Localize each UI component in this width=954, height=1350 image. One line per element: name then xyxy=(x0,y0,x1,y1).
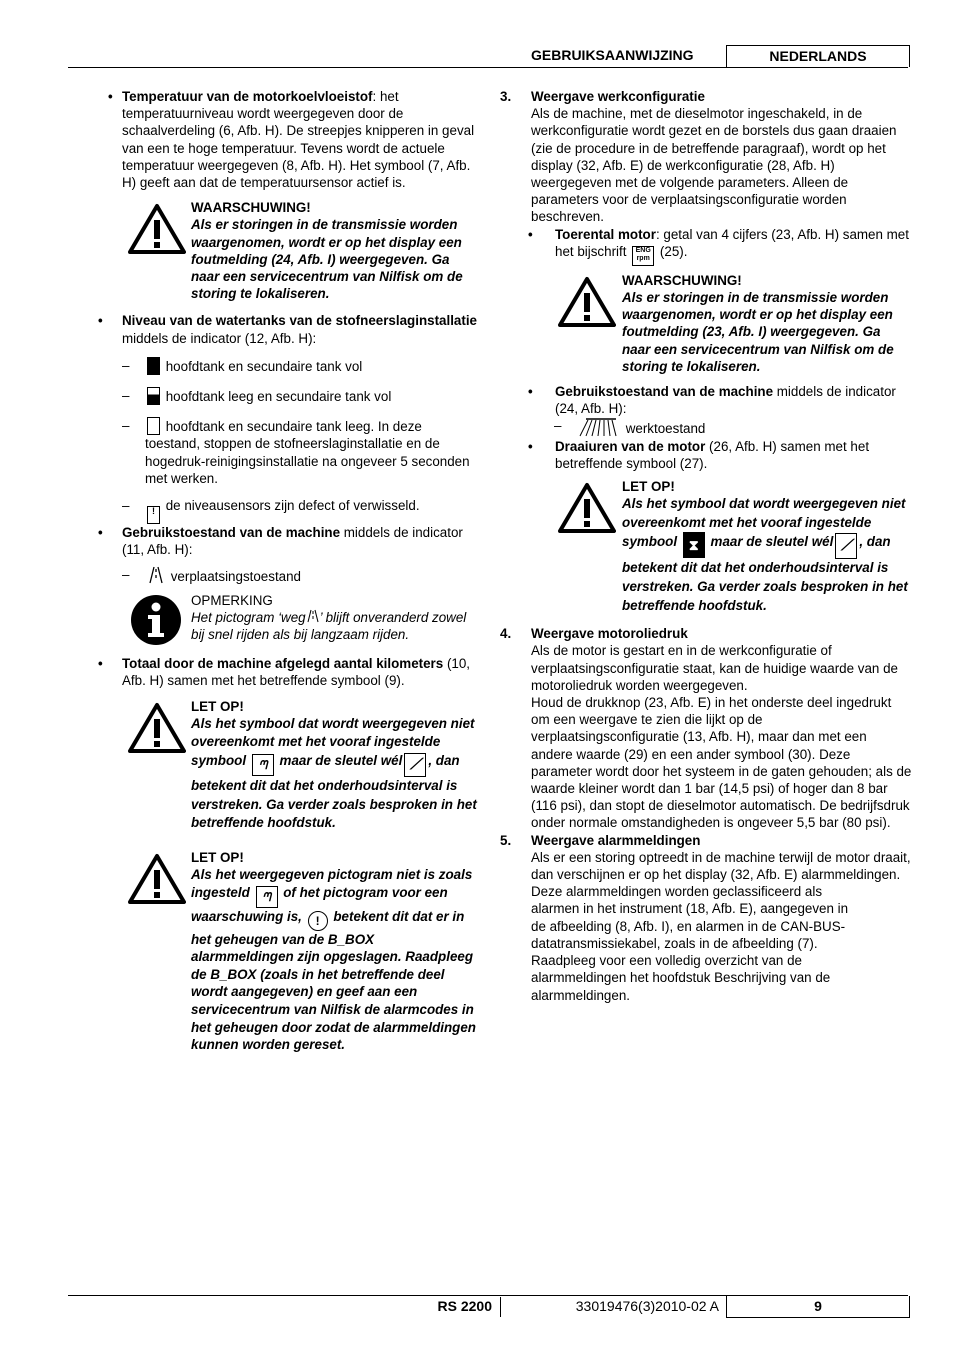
list-item-engine-rpm: • Toerental motor: getal van 4 cijfers (23, Afb. H) samen met het bijschrift ENG rpm (25). xyxy=(528,226,912,266)
water-item-2: – hoofdtank leeg en secundaire tank vol xyxy=(122,388,392,405)
wrench-icon: ⟋ xyxy=(404,753,426,777)
warning-triangle-icon xyxy=(128,702,186,754)
section-3 xyxy=(500,88,912,226)
letop-block-2 xyxy=(98,849,478,1054)
letop-block-1 xyxy=(98,698,478,833)
warning-triangle-icon xyxy=(558,276,616,328)
header-rule xyxy=(68,67,908,68)
footer-model: RS 2200 xyxy=(437,1298,492,1314)
temperature-heading: Temperatuur van de motorkoelvloeistof xyxy=(122,89,373,104)
letop-text: Als het symbool dat wordt weergegeven niet overeenkomt met het vooraf ingestelde symbool ⧗ maar de sleutel wél ⟋ , dan betekent dit dat het onderhoudsinterval is verstreken. Ga verder zoals besproken in het betreffende hoofdstuk. xyxy=(622,496,908,613)
usage-item: – verplaatsingstoestand xyxy=(122,567,302,585)
section-text: Deze alarmmeldingen worden geclassificeerd als alarmen in het instrument (18, Afb. E), aangegeven in de afbeelding (8, Afb. I), en alarmen in de CAN-BUS-datatransmissiekabel, zoals in de afbeelding (7). Raadpleeg voor een volledig overzicht van de alarmmeldingen het hoofdstuk Beschrijving van de alarmmeldingen. xyxy=(531,884,849,1003)
road-icon xyxy=(147,566,165,584)
hours-heading: Draaiuren van de motor xyxy=(555,438,706,454)
water-item-3: – hoofdtank en secundaire tank leeg. In deze toestand, stoppen de stofneerslaginstallatie en de hogedruk-reinigingsinstallatie na ongeveer 5 seconden met werken. xyxy=(122,418,470,486)
hourglass-icon: ⧗ xyxy=(683,532,705,558)
list-item-water-tanks: • Niveau van de watertanks van de stofneerslaginstallatie middels de indicator (12, Afb. H): xyxy=(98,313,477,346)
section-text: Als er een storing optreedt in de machine terwijl de motor draait, dan verschijnen er op het display (32, Afb. E) alarmmeldingen. xyxy=(531,849,911,883)
header-title: GEBRUIKSAANWIJZING xyxy=(531,47,694,63)
preset-symbol-icon: ᘉ xyxy=(256,886,278,908)
section-title: Weergave motoroliedruk xyxy=(531,626,688,642)
letop-title: LET OP! xyxy=(191,698,244,714)
letop-title: LET OP! xyxy=(622,479,675,495)
note-block xyxy=(98,592,478,644)
temperature-text: : het temperatuurniveau wordt weergegeven door de schaalverdeling (6, Afb. H). De streepjes knipperen in geval van een te hoge temperatuur. Tevens wordt de actuele temperatuur weergegeven (8, Afb. H). Het symbool (7, Afb. H) geeft aan dat de temperatuursensor actief is. xyxy=(122,89,475,191)
warning-triangle-icon xyxy=(128,853,186,905)
warning-title: WAARSCHUWING! xyxy=(622,272,742,288)
section-text: Houd de drukknop (23, Afb. E) in het onderste deel ingedrukt om een weergave te zien die lijkt op de verplaatsingsconfiguratie (13, Afb. H), maar dan met een andere waarde (29) en een ander symbool (30). Deze parameter wordt door het systeem in de gaten gehouden; als de waarde kleiner wordt dan 1 bar (14,5 psi) of hoger dan 8 bar (116 psi), dan stopt de dieselmotor automatisch. De bedrijfsdruk onder normale omstandigheden is ongeveer 5,5 bar (80 psi). xyxy=(531,695,912,831)
usage-heading: Gebruikstoestand van de machine xyxy=(122,525,341,541)
note-title: OPMERKING xyxy=(191,592,273,608)
list-item-kilometers: • Totaal door de machine afgelegd aantal kilometers (10, Afb. H) samen met het betreffende symbool (9). xyxy=(98,656,471,689)
alarm-circle-icon: ! xyxy=(308,911,328,931)
letop-text: Als het weergegeven pictogram niet is zoals ingesteld ᘉ of het pictogram voor een waarschuwing is, ! betekent dit dat er in het geheugen van de B_BOX alarmmeldingen zijn opgeslagen. Raadpleeg de B_BOX (zoals in het betreffende deel wordt aangegeven) en geef aan een servicecentrum van Nilfisk de alarmcodes in het geheugen door zodat de alarmmeldingen kunnen worden gereset. xyxy=(191,867,476,1053)
section-number: 5. xyxy=(500,832,512,848)
letop-text: Als het symbool dat wordt weergegeven niet overeenkomt met het vooraf ingestelde symbool ᘉ maar de sleutel wél ⟋ , dan betekent dit dat het onderhoudsinterval is verstreken. Ga verder zoals besproken in het betreffende hoofdstuk. xyxy=(191,715,477,831)
tank-half-icon xyxy=(147,387,160,405)
warning-text: Als er storingen in de transmissie worden waargenomen, wordt er op het display een foutmelding (23, Afb. I) weergegeven. Ga naar een servicecentrum van Nilfisk om de storing te lokaliseren. xyxy=(622,290,894,374)
warning-text: Als er storingen in de transmissie worden waargenomen, wordt er op het display een foutmelding (24, Afb. I) weergegeven. Ga naar een servicecentrum van Nilfisk om de storing te lokaliseren. xyxy=(191,217,463,302)
water-item-1: – hoofdtank en secundaire tank vol xyxy=(122,357,363,374)
wrench-icon: ⟋ xyxy=(835,533,857,559)
section-text: Als de machine, met de dieselmotor ingeschakeld, in de werkconfiguratie wordt gezet en de borstels dus gaan draaien (zie de procedure in de betreffende paragraaf), wordt op het display (32, Afb. E) de werkconfiguratie (28, Afb. H) weergegeven met de volgende parameters. Alleen de parameters voor de verplaatsingsconfiguratie worden beschreven. xyxy=(531,106,897,225)
footer-doc-number: 33019476(3)2010-02 A xyxy=(575,1298,719,1314)
water-item-4: – ! de niveausensors zijn defect of verwisseld. xyxy=(98,497,478,524)
road-icon xyxy=(306,609,320,623)
page-number: 9 xyxy=(726,1296,910,1318)
list-item-engine-hours: • Draaiuren van de motor (26, Afb. H) samen met het betreffende symbool (27). xyxy=(528,438,870,471)
list-item-usage-state: • Gebruikstoestand van de machine middels de indicator (24, Afb. H): xyxy=(528,384,896,417)
usage-heading: Gebruikstoestand van de machine xyxy=(555,384,774,400)
eng-rpm-icon: ENG rpm xyxy=(632,246,654,266)
letop-title: LET OP! xyxy=(191,849,244,865)
header-language: NEDERLANDS xyxy=(726,45,910,67)
tank-full-icon xyxy=(147,357,160,375)
warning-triangle-icon xyxy=(558,482,616,534)
usage-item: – werktoestand xyxy=(554,418,706,437)
usage-text: middels de indicator (11, Afb. H): xyxy=(122,525,463,558)
tank-empty-icon xyxy=(147,417,160,435)
section-title: Weergave alarmmeldingen xyxy=(531,832,701,848)
warning-block-1 xyxy=(98,199,478,302)
left-column xyxy=(98,88,478,1054)
footer-separator xyxy=(500,1297,501,1317)
warning-title: WAARSCHUWING! xyxy=(191,200,311,216)
warning-block-2 xyxy=(528,272,912,375)
right-column xyxy=(500,88,912,1004)
letop-block-3 xyxy=(528,478,912,615)
section-4 xyxy=(500,625,912,831)
info-icon xyxy=(130,594,182,646)
section-number: 4. xyxy=(500,626,512,642)
brushes-icon xyxy=(578,417,618,437)
water-heading: Niveau van de watertanks van de stofneerslaginstallatie xyxy=(122,313,477,329)
section-text: Als de motor is gestart en in de werkconfiguratie of verplaatsingsconfiguratie staat, kan de huidige waarde van de motoroliedruk worden weergegeven. xyxy=(531,643,898,693)
warning-triangle-icon xyxy=(128,203,186,255)
water-text: middels de indicator (12, Afb. H): xyxy=(122,330,317,346)
preset-symbol-icon: ᘉ xyxy=(252,754,274,776)
list-item-temperature: • Temperatuur van de motorkoelvloeistof: het temperatuurniveau wordt weergegeven door de schaalverdeling (6, Afb. H). De streepjes knipperen in geval van een te hoge temperatuur. Tevens wordt de actuele temperatuur weergegeven (8, Afb. H). Het symbool (7, Afb. H) geeft aan dat de temperatuursensor actief is. xyxy=(108,89,475,191)
kilometers-heading: Totaal door de machine afgelegd aantal kilometers xyxy=(122,656,444,672)
kilometers-text: (10, Afb. H) samen met het betreffende symbool (9). xyxy=(122,656,471,689)
section-number: 3. xyxy=(500,89,512,104)
note-text: Het pictogram ‘weg ’ blijft onveranderd zowel bij snel rijden als bij langzaam rijden. xyxy=(191,609,467,643)
rpm-heading: Toerental motor xyxy=(555,226,656,242)
section-5 xyxy=(500,832,912,1004)
list-item-usage-state: • Gebruikstoestand van de machine middels de indicator (11, Afb. H): xyxy=(98,525,463,558)
section-title: Weergave werkconfiguratie xyxy=(531,89,705,104)
sensor-fault-icon: ! xyxy=(147,506,160,524)
